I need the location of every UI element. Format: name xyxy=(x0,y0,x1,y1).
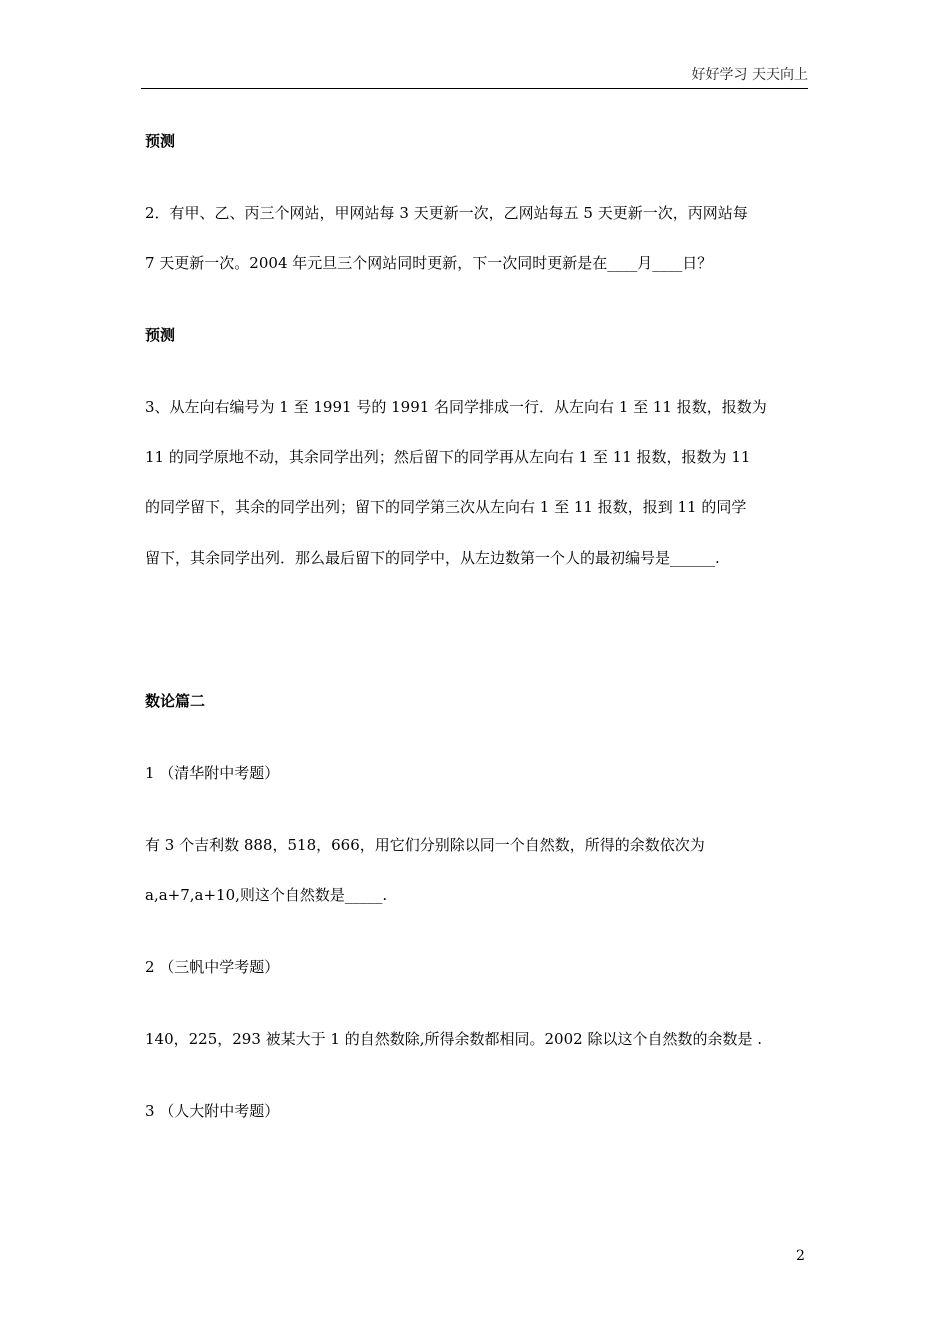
q2-line-2: 7 天更新一次。2004 年元旦三个网站同时更新，下一次同时更新是在____月____日？ xyxy=(145,254,713,272)
q3-line-4: 留下，其余同学出列．那么最后留下的同学中，从左边数第一个人的最初编号是______. xyxy=(145,549,720,567)
page-header-text: 好好学习 天天向上 xyxy=(691,67,808,83)
q2-line-1: 2．有甲、乙、丙三个网站，甲网站每 3 天更新一次，乙网站每五 5 天更新一次，丙网站每 xyxy=(145,204,748,222)
p2-label: 2 （三帆中学考题） xyxy=(145,958,280,976)
heading-predict-1: 预测 xyxy=(145,132,176,150)
q3-line-3: 的同学留下，其余的同学出列；留下的同学第三次从左向右 1 至 11 报数，报到 11 的同学 xyxy=(145,498,747,516)
q3-line-2: 11 的同学原地不动，其余同学出列；然后留下的同学再从左向右 1 至 11 报数，报数为 11 xyxy=(145,448,751,466)
p1-line-2: a,a+7,a+10,则这个自然数是_____. xyxy=(145,886,388,904)
p1-line-1: 有 3 个吉利数 888，518，666，用它们分别除以同一个自然数，所得的余数依次为 xyxy=(145,836,705,854)
header-divider xyxy=(141,88,808,89)
q3-line-1: 3、从左向右编号为 1 至 1991 号的 1991 名同学排成一行．从左向右 1 至 11 报数，报数为 xyxy=(145,398,767,416)
p2-line-1: 140，225，293 被某大于 1 的自然数除,所得余数都相同。2002 除以这个自然数的余数是 . xyxy=(145,1030,762,1048)
heading-predict-2: 预测 xyxy=(145,326,176,344)
section-title: 数论篇二 xyxy=(145,692,206,710)
p1-label: 1 （清华附中考题） xyxy=(145,764,280,782)
page-number: 2 xyxy=(796,1248,805,1264)
p3-label: 3 （人大附中考题） xyxy=(145,1102,280,1120)
